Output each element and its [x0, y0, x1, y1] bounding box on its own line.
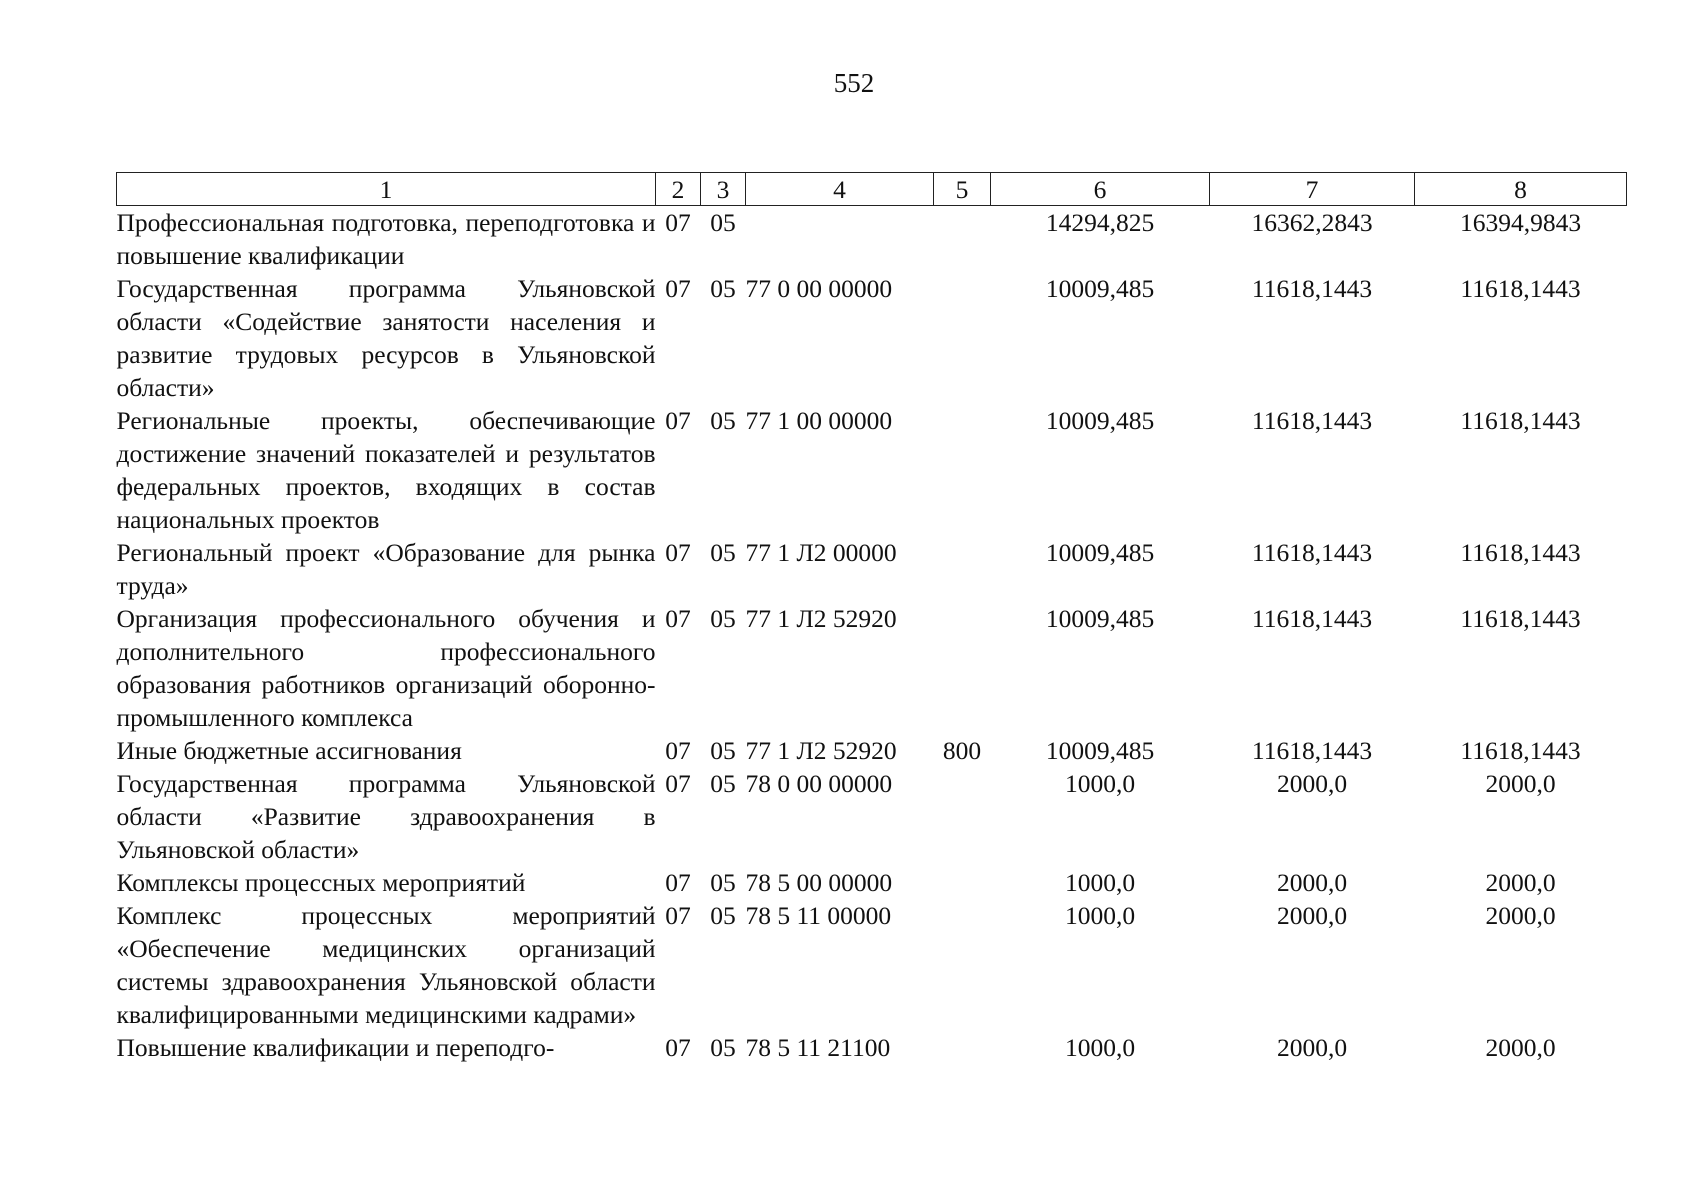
- expense-type-code: [934, 767, 991, 866]
- subsection-code: 05: [710, 901, 736, 930]
- row-name: Иные бюджетные ассигнования: [116, 736, 462, 765]
- amount-col-6: 10009,485: [1045, 538, 1155, 567]
- amount-col-7: 11618,1443: [1251, 274, 1373, 303]
- table-row: [117, 899, 1627, 1031]
- expense-type-code: [934, 206, 991, 273]
- column-header: 2: [656, 173, 701, 206]
- section-code: 07: [665, 769, 691, 798]
- amount-col-8: 2000,0: [1485, 769, 1556, 798]
- amount-col-6: 10009,485: [1045, 736, 1155, 765]
- section-code: 07: [665, 406, 691, 435]
- section-code: 07: [665, 901, 691, 930]
- amount-col-6: 10009,485: [1045, 406, 1155, 435]
- row-name: Организация профессионального обучения и дополнительного профессионального образования работников организаций оборонно-промышленного комплекса: [116, 604, 656, 732]
- target-article-code: 78 0 00 00000: [745, 769, 893, 798]
- row-name: Комплекс процессных мероприятий «Обеспечение медицинских организаций системы здравоохранения Ульяновской области квалифицированными медицинскими кадрами»: [116, 901, 656, 1029]
- column-header: 8: [1415, 173, 1627, 206]
- table-row: [117, 767, 1627, 866]
- expense-type-code: [934, 404, 991, 536]
- column-header: 7: [1210, 173, 1415, 206]
- target-article-code: 77 1 Л2 00000: [745, 538, 897, 567]
- column-header: 1: [117, 173, 656, 206]
- table-row: [117, 1031, 1627, 1064]
- budget-table: [116, 172, 1627, 1064]
- header-row: [117, 173, 1627, 206]
- amount-col-7: 2000,0: [1276, 1033, 1348, 1062]
- row-name: Региональный проект «Образование для рынка труда»: [116, 538, 656, 600]
- subsection-code: 05: [710, 274, 736, 303]
- amount-col-7: 11618,1443: [1251, 736, 1373, 765]
- expense-type-code: [934, 272, 991, 404]
- row-name: Региональные проекты, обеспечивающие достижение значений показателей и результатов федеральных проектов, входящих в состав национальных проектов: [116, 406, 656, 534]
- amount-col-7: 11618,1443: [1251, 604, 1373, 633]
- amount-col-6: 10009,485: [1045, 274, 1155, 303]
- amount-col-7: 16362,2843: [1251, 208, 1373, 237]
- table-row: [117, 404, 1627, 536]
- row-name: Повышение квалификации и переподго-: [116, 1033, 555, 1062]
- target-article-code: 77 1 Л2 52920: [745, 736, 897, 765]
- target-article-code: 77 1 Л2 52920: [745, 604, 897, 633]
- section-code: 07: [665, 1033, 691, 1062]
- amount-col-8: 11618,1443: [1460, 736, 1581, 765]
- subsection-code: 05: [710, 868, 736, 897]
- subsection-code: 05: [710, 769, 736, 798]
- expense-type-code: 800: [942, 736, 982, 765]
- amount-col-8: 11618,1443: [1460, 604, 1581, 633]
- expense-type-code: [934, 866, 991, 899]
- section-code: 07: [665, 868, 691, 897]
- section-code: 07: [665, 604, 691, 633]
- table-row: [117, 206, 1627, 273]
- row-name: Государственная программа Ульяновской области «Развитие здравоохранения в Ульяновской области»: [116, 769, 656, 864]
- subsection-code: 05: [710, 406, 736, 435]
- subsection-code: 05: [710, 538, 736, 567]
- column-header: 4: [746, 173, 934, 206]
- amount-col-6: 1000,0: [1064, 1033, 1136, 1062]
- target-article-code: 77 1 00 00000: [745, 406, 893, 435]
- subsection-code: 05: [710, 736, 736, 765]
- subsection-code: 05: [710, 604, 736, 633]
- column-header: 5: [934, 173, 991, 206]
- amount-col-7: 11618,1443: [1251, 538, 1373, 567]
- subsection-code: 05: [710, 208, 736, 237]
- table-row: [117, 866, 1627, 899]
- amount-col-6: 1000,0: [1064, 868, 1136, 897]
- table-row: [117, 734, 1627, 767]
- target-article-code: 78 5 11 21100: [745, 1033, 891, 1062]
- amount-col-6: 14294,825: [1045, 208, 1155, 237]
- amount-col-7: 11618,1443: [1251, 406, 1373, 435]
- section-code: 07: [665, 538, 691, 567]
- amount-col-7: 2000,0: [1276, 868, 1348, 897]
- amount-col-7: 2000,0: [1276, 901, 1348, 930]
- expense-type-code: [934, 536, 991, 602]
- subsection-code: 05: [710, 1033, 736, 1062]
- section-code: 07: [665, 274, 691, 303]
- amount-col-8: 2000,0: [1485, 868, 1556, 897]
- expense-type-code: [934, 602, 991, 734]
- expense-type-code: [934, 1031, 991, 1064]
- table-body: [117, 206, 1627, 1065]
- table-row: [117, 536, 1627, 602]
- row-name: Комплексы процессных мероприятий: [116, 868, 526, 897]
- amount-col-8: 11618,1443: [1460, 406, 1581, 435]
- section-code: 07: [665, 208, 691, 237]
- amount-col-8: 16394,9843: [1459, 208, 1582, 237]
- target-article-code: 77 0 00 00000: [745, 274, 893, 303]
- amount-col-7: 2000,0: [1276, 769, 1348, 798]
- table-row: [117, 272, 1627, 404]
- column-header: 6: [991, 173, 1210, 206]
- target-article-code: 78 5 11 00000: [745, 901, 892, 930]
- amount-col-8: 11618,1443: [1460, 538, 1581, 567]
- row-name: Профессиональная подготовка, переподготовка и повышение квалификации: [116, 208, 656, 270]
- amount-col-8: 2000,0: [1485, 901, 1556, 930]
- target-article-code: 78 5 00 00000: [745, 868, 893, 897]
- amount-col-8: 2000,0: [1485, 1033, 1556, 1062]
- row-name: Государственная программа Ульяновской области «Содействие занятости населения и развитие трудовых ресурсов в Ульяновской области»: [116, 274, 656, 402]
- page-number: 552: [833, 68, 875, 98]
- amount-col-6: 1000,0: [1064, 901, 1136, 930]
- section-code: 07: [665, 736, 691, 765]
- amount-col-6: 10009,485: [1045, 604, 1155, 633]
- table-row: [117, 602, 1627, 734]
- amount-col-6: 1000,0: [1064, 769, 1136, 798]
- amount-col-8: 11618,1443: [1460, 274, 1581, 303]
- column-header: 3: [701, 173, 746, 206]
- target-article-code: [746, 206, 934, 273]
- expense-type-code: [934, 899, 991, 1031]
